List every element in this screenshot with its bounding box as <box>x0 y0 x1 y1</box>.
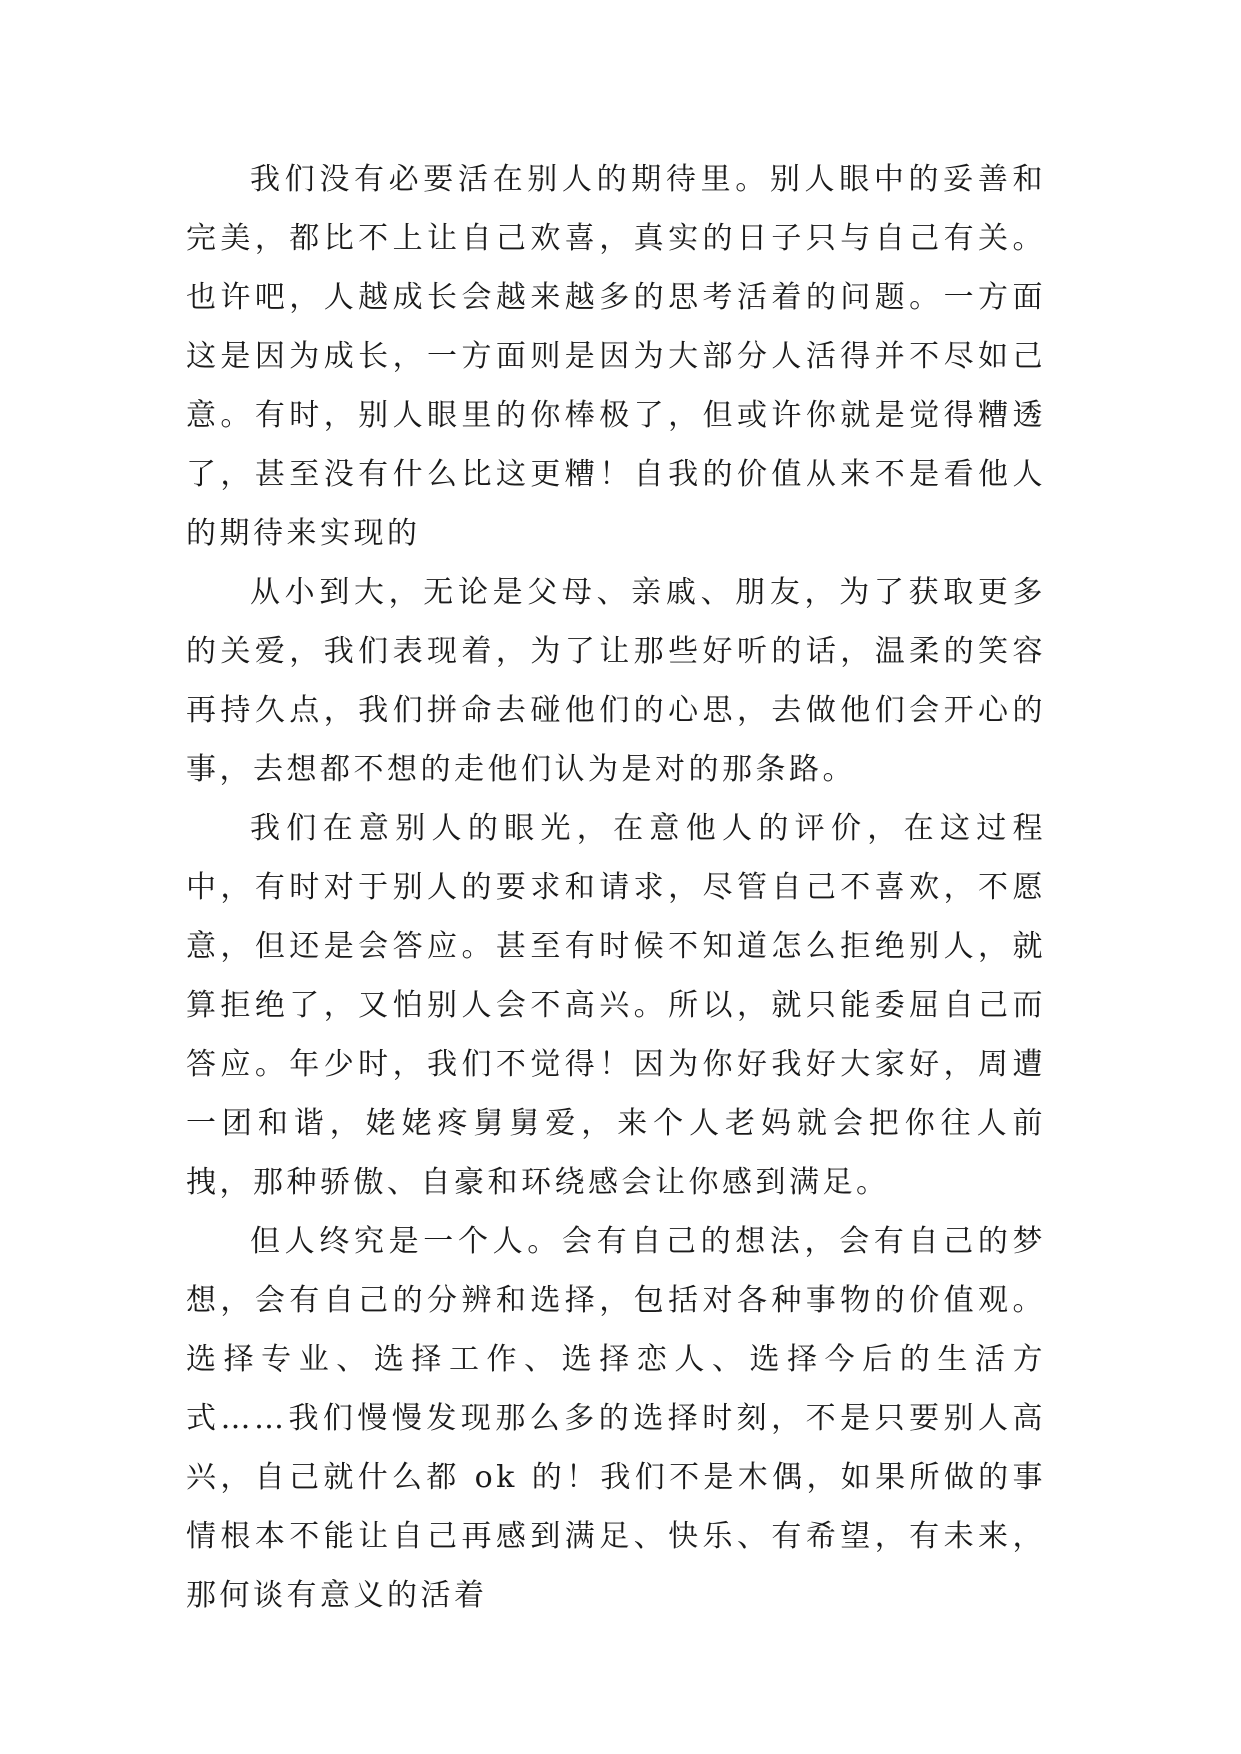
paragraph-1: 我们没有必要活在别人的期待里。别人眼中的妥善和完美，都比不上让自己欢喜，真实的日子只与自己有关。也许吧，人越成长会越来越多的思考活着的问题。一方面这是因为成长，一方面则是因为大部分人活得并不尽如己意。有时，别人眼里的你棒极了，但或许你就是觉得糟透了，甚至没有什么比这更糟！自我的价值从来不是看他人的期待来实现的 <box>186 162 1046 551</box>
document-body <box>186 150 1046 1625</box>
paragraph-2: 从小到大，无论是父母、亲戚、朋友，为了获取更多的关爱，我们表现着，为了让那些好听的话，温柔的笑容再持久点，我们拼命去碰他们的心思，去做他们会开心的事，去想都不想的走他们认为是对的那条路。 <box>186 575 1046 787</box>
paragraph-4: 但人终究是一个人。会有自己的想法，会有自己的梦想，会有自己的分辨和选择，包括对各种事物的价值观。选择专业、选择工作、选择恋人、选择今后的生活方式……我们慢慢发现那么多的选择时刻，不是只要别人高兴，自己就什么都 ok 的！我们不是木偶，如果所做的事情根本不能让自己再感到满足、快乐、有希望，有未来，那何谈有意义的活着 <box>186 1224 1046 1613</box>
paragraph-3: 我们在意别人的眼光，在意他人的评价，在这过程中，有时对于别人的要求和请求，尽管自己不喜欢，不愿意，但还是会答应。甚至有时候不知道怎么拒绝别人，就算拒绝了，又怕别人会不高兴。所以，就只能委屈自己而答应。年少时，我们不觉得！因为你好我好大家好，周遭一团和谐，姥姥疼舅舅爱，来个人老妈就会把你往人前拽，那种骄傲、自豪和环绕感会让你感到满足。 <box>186 811 1046 1200</box>
